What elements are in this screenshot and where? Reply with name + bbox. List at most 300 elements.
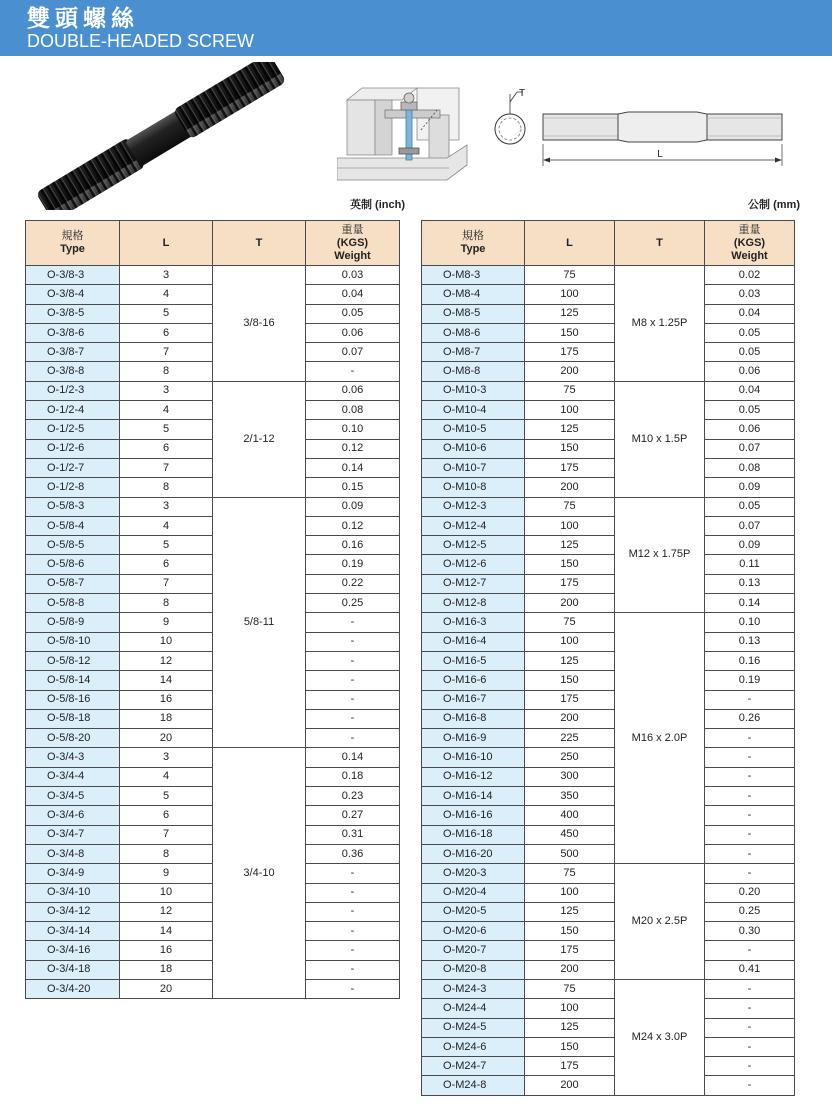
thread-cell: M10 x 1.5P bbox=[615, 381, 705, 497]
type-cell: O-M16-6 bbox=[422, 671, 525, 690]
weight-cell: 0.10 bbox=[705, 613, 795, 632]
length-cell: 125 bbox=[525, 304, 615, 323]
type-cell: O-3/4-4 bbox=[26, 767, 120, 786]
length-cell: 7 bbox=[120, 343, 213, 362]
table-row bbox=[26, 381, 400, 400]
length-cell: 10 bbox=[120, 883, 213, 902]
weight-cell: - bbox=[705, 767, 795, 786]
type-cell: O-M10-7 bbox=[422, 458, 525, 477]
weight-cell: - bbox=[306, 651, 400, 670]
length-cell: 75 bbox=[525, 266, 615, 285]
type-cell: O-5/8-18 bbox=[26, 709, 120, 728]
type-cell: O-3/8-8 bbox=[26, 362, 120, 381]
weight-cell: - bbox=[306, 941, 400, 960]
length-cell: 75 bbox=[525, 497, 615, 516]
length-cell: 100 bbox=[525, 516, 615, 535]
length-cell: 5 bbox=[120, 787, 213, 806]
weight-cell: 0.15 bbox=[306, 478, 400, 497]
length-cell: 225 bbox=[525, 729, 615, 748]
weight-cell: 0.06 bbox=[306, 323, 400, 342]
thread-cell: 5/8-11 bbox=[213, 497, 306, 748]
type-cell: O-M12-8 bbox=[422, 594, 525, 613]
weight-cell: - bbox=[705, 941, 795, 960]
screw-photo bbox=[30, 62, 300, 210]
length-cell: 7 bbox=[120, 825, 213, 844]
length-cell: 3 bbox=[120, 266, 213, 285]
weight-cell: 0.36 bbox=[306, 844, 400, 863]
table-row bbox=[422, 343, 795, 362]
weight-cell: 0.04 bbox=[705, 381, 795, 400]
type-cell: O-M24-7 bbox=[422, 1057, 525, 1076]
type-cell: O-5/8-3 bbox=[26, 497, 120, 516]
header-l: L bbox=[525, 221, 615, 266]
type-cell: O-1/2-5 bbox=[26, 420, 120, 439]
type-cell: O-M24-3 bbox=[422, 979, 525, 998]
weight-cell: 0.08 bbox=[306, 401, 400, 420]
length-cell: 450 bbox=[525, 825, 615, 844]
weight-cell: 0.12 bbox=[306, 439, 400, 458]
weight-cell: - bbox=[306, 709, 400, 728]
type-cell: O-M24-8 bbox=[422, 1076, 525, 1095]
table-row bbox=[422, 671, 795, 690]
type-cell: O-M20-4 bbox=[422, 883, 525, 902]
table-row bbox=[422, 439, 795, 458]
weight-cell: 0.31 bbox=[306, 825, 400, 844]
weight-cell: 0.14 bbox=[306, 748, 400, 767]
dimension-drawing bbox=[485, 84, 790, 174]
t-label: T bbox=[519, 88, 526, 99]
table-row bbox=[422, 594, 795, 613]
weight-cell: 0.18 bbox=[306, 767, 400, 786]
type-cell: O-M20-3 bbox=[422, 864, 525, 883]
inch-unit-label: 英制 (inch) bbox=[350, 199, 405, 211]
length-cell: 18 bbox=[120, 709, 213, 728]
weight-cell: - bbox=[306, 632, 400, 651]
length-cell: 125 bbox=[525, 420, 615, 439]
length-cell: 250 bbox=[525, 748, 615, 767]
table-row bbox=[422, 1037, 795, 1056]
weight-cell: 0.11 bbox=[705, 555, 795, 574]
length-cell: 200 bbox=[525, 960, 615, 979]
length-cell: 125 bbox=[525, 1018, 615, 1037]
table-row bbox=[422, 651, 795, 670]
length-cell: 100 bbox=[525, 285, 615, 304]
type-cell: O-M16-16 bbox=[422, 806, 525, 825]
title-english: DOUBLE-HEADED SCREW bbox=[27, 31, 255, 51]
weight-cell: - bbox=[306, 690, 400, 709]
weight-cell: 0.22 bbox=[306, 574, 400, 593]
type-cell: O-M12-4 bbox=[422, 516, 525, 535]
type-cell: O-M16-20 bbox=[422, 844, 525, 863]
table-row bbox=[422, 748, 795, 767]
type-cell: O-1/2-4 bbox=[26, 401, 120, 420]
length-cell: 150 bbox=[525, 922, 615, 941]
table-row bbox=[422, 516, 795, 535]
weight-cell: 0.20 bbox=[705, 883, 795, 902]
table-row bbox=[422, 420, 795, 439]
length-cell: 4 bbox=[120, 516, 213, 535]
weight-cell: - bbox=[705, 1018, 795, 1037]
type-cell: O-M20-5 bbox=[422, 902, 525, 921]
type-cell: O-M12-6 bbox=[422, 555, 525, 574]
length-cell: 3 bbox=[120, 497, 213, 516]
thread-cell: M20 x 2.5P bbox=[615, 864, 705, 980]
thread-cell: M12 x 1.75P bbox=[615, 497, 705, 613]
type-cell: O-3/4-12 bbox=[26, 902, 120, 921]
type-cell: O-5/8-7 bbox=[26, 574, 120, 593]
length-cell: 18 bbox=[120, 960, 213, 979]
type-cell: O-M24-6 bbox=[422, 1037, 525, 1056]
type-cell: O-3/8-7 bbox=[26, 343, 120, 362]
length-cell: 300 bbox=[525, 767, 615, 786]
type-cell: O-5/8-5 bbox=[26, 536, 120, 555]
table-row bbox=[422, 458, 795, 477]
length-cell: 5 bbox=[120, 536, 213, 555]
header-weight: 重量 (KGS) Weight bbox=[306, 221, 400, 266]
weight-cell: 0.14 bbox=[306, 458, 400, 477]
weight-cell: 0.23 bbox=[306, 787, 400, 806]
length-cell: 6 bbox=[120, 806, 213, 825]
length-cell: 4 bbox=[120, 285, 213, 304]
metric-unit-label: 公制 (mm) bbox=[748, 199, 800, 211]
type-cell: O-M10-8 bbox=[422, 478, 525, 497]
type-cell: O-5/8-14 bbox=[26, 671, 120, 690]
header-t: T bbox=[615, 221, 705, 266]
type-cell: O-M10-4 bbox=[422, 401, 525, 420]
type-cell: O-3/4-8 bbox=[26, 844, 120, 863]
length-cell: 350 bbox=[525, 787, 615, 806]
length-cell: 125 bbox=[525, 651, 615, 670]
thread-cell: M16 x 2.0P bbox=[615, 613, 705, 864]
length-cell: 200 bbox=[525, 709, 615, 728]
weight-cell: - bbox=[705, 729, 795, 748]
length-cell: 75 bbox=[525, 381, 615, 400]
table-row bbox=[422, 401, 795, 420]
weight-cell: 0.19 bbox=[705, 671, 795, 690]
type-cell: O-3/4-7 bbox=[26, 825, 120, 844]
length-cell: 8 bbox=[120, 594, 213, 613]
type-cell: O-1/2-7 bbox=[26, 458, 120, 477]
weight-cell: - bbox=[705, 1057, 795, 1076]
type-cell: O-M16-3 bbox=[422, 613, 525, 632]
type-cell: O-M12-7 bbox=[422, 574, 525, 593]
weight-cell: - bbox=[306, 864, 400, 883]
length-cell: 175 bbox=[525, 941, 615, 960]
type-cell: O-M16-5 bbox=[422, 651, 525, 670]
weight-cell: 0.03 bbox=[705, 285, 795, 304]
length-cell: 150 bbox=[525, 439, 615, 458]
type-cell: O-3/4-16 bbox=[26, 941, 120, 960]
title-chinese: 雙頭螺絲 bbox=[27, 6, 139, 32]
type-cell: O-3/8-5 bbox=[26, 304, 120, 323]
weight-cell: - bbox=[705, 844, 795, 863]
type-cell: O-M12-3 bbox=[422, 497, 525, 516]
type-cell: O-5/8-4 bbox=[26, 516, 120, 535]
weight-cell: 0.26 bbox=[705, 709, 795, 728]
weight-cell: 0.16 bbox=[705, 651, 795, 670]
header-type: 規格 Type bbox=[26, 221, 120, 266]
thread-cell: 2/1-12 bbox=[213, 381, 306, 497]
table-row bbox=[422, 864, 795, 883]
weight-cell: 0.13 bbox=[705, 632, 795, 651]
weight-cell: 0.27 bbox=[306, 806, 400, 825]
length-cell: 150 bbox=[525, 1037, 615, 1056]
weight-cell: 0.06 bbox=[705, 420, 795, 439]
weight-cell: - bbox=[306, 960, 400, 979]
weight-cell: 0.02 bbox=[705, 266, 795, 285]
table-row bbox=[422, 979, 795, 998]
table-row bbox=[422, 960, 795, 979]
length-cell: 3 bbox=[120, 748, 213, 767]
length-cell: 10 bbox=[120, 632, 213, 651]
type-cell: O-M10-6 bbox=[422, 439, 525, 458]
type-cell: O-1/2-8 bbox=[26, 478, 120, 497]
length-cell: 100 bbox=[525, 401, 615, 420]
type-cell: O-5/8-10 bbox=[26, 632, 120, 651]
type-cell: O-M10-3 bbox=[422, 381, 525, 400]
weight-cell: - bbox=[306, 671, 400, 690]
weight-cell: 0.10 bbox=[306, 420, 400, 439]
weight-cell: - bbox=[705, 787, 795, 806]
header-l: L bbox=[120, 221, 213, 266]
length-cell: 20 bbox=[120, 979, 213, 998]
thread-cell: M24 x 3.0P bbox=[615, 979, 705, 1095]
weight-cell: 0.05 bbox=[306, 304, 400, 323]
type-cell: O-M16-9 bbox=[422, 729, 525, 748]
length-cell: 8 bbox=[120, 362, 213, 381]
weight-cell: 0.07 bbox=[705, 516, 795, 535]
type-cell: O-5/8-12 bbox=[26, 651, 120, 670]
type-cell: O-3/8-6 bbox=[26, 323, 120, 342]
table-row bbox=[422, 478, 795, 497]
weight-cell: 0.14 bbox=[705, 594, 795, 613]
type-cell: O-M16-4 bbox=[422, 632, 525, 651]
weight-cell: - bbox=[306, 902, 400, 921]
type-cell: O-M8-5 bbox=[422, 304, 525, 323]
weight-cell: 0.07 bbox=[306, 343, 400, 362]
weight-cell: - bbox=[306, 922, 400, 941]
type-cell: O-M24-5 bbox=[422, 1018, 525, 1037]
header-t: T bbox=[213, 221, 306, 266]
length-cell: 175 bbox=[525, 574, 615, 593]
weight-cell: - bbox=[705, 979, 795, 998]
type-cell: O-M20-7 bbox=[422, 941, 525, 960]
table-row bbox=[422, 902, 795, 921]
length-cell: 175 bbox=[525, 458, 615, 477]
type-cell: O-1/2-3 bbox=[26, 381, 120, 400]
table-row bbox=[422, 729, 795, 748]
usage-illustration bbox=[337, 70, 472, 192]
table-row bbox=[422, 304, 795, 323]
table-row bbox=[422, 1076, 795, 1095]
length-cell: 75 bbox=[525, 979, 615, 998]
length-cell: 175 bbox=[525, 343, 615, 362]
table-row bbox=[422, 844, 795, 863]
length-cell: 150 bbox=[525, 555, 615, 574]
weight-cell: - bbox=[306, 883, 400, 902]
weight-cell: 0.30 bbox=[705, 922, 795, 941]
type-cell: O-M20-8 bbox=[422, 960, 525, 979]
weight-cell: - bbox=[705, 825, 795, 844]
table-row bbox=[422, 574, 795, 593]
type-cell: O-3/4-18 bbox=[26, 960, 120, 979]
length-cell: 8 bbox=[120, 478, 213, 497]
weight-cell: - bbox=[306, 613, 400, 632]
weight-cell: 0.04 bbox=[705, 304, 795, 323]
weight-cell: - bbox=[705, 748, 795, 767]
type-cell: O-5/8-20 bbox=[26, 729, 120, 748]
type-cell: O-3/4-10 bbox=[26, 883, 120, 902]
table-row bbox=[422, 690, 795, 709]
type-cell: O-M8-7 bbox=[422, 343, 525, 362]
length-cell: 7 bbox=[120, 574, 213, 593]
length-cell: 14 bbox=[120, 671, 213, 690]
weight-cell: 0.25 bbox=[306, 594, 400, 613]
table-row bbox=[26, 748, 400, 767]
table-row bbox=[422, 941, 795, 960]
length-cell: 12 bbox=[120, 902, 213, 921]
length-cell: 125 bbox=[525, 536, 615, 555]
type-cell: O-M16-10 bbox=[422, 748, 525, 767]
length-cell: 100 bbox=[525, 999, 615, 1018]
metric-spec-table bbox=[421, 220, 795, 1096]
table-row bbox=[422, 536, 795, 555]
table-row bbox=[422, 1018, 795, 1037]
weight-cell: - bbox=[705, 999, 795, 1018]
length-cell: 7 bbox=[120, 458, 213, 477]
table-row bbox=[422, 285, 795, 304]
weight-cell: - bbox=[705, 690, 795, 709]
table-row bbox=[422, 497, 795, 516]
table-row bbox=[422, 362, 795, 381]
type-cell: O-3/4-9 bbox=[26, 864, 120, 883]
weight-cell: 0.05 bbox=[705, 323, 795, 342]
type-cell: O-3/4-3 bbox=[26, 748, 120, 767]
type-cell: O-3/4-14 bbox=[26, 922, 120, 941]
length-cell: 400 bbox=[525, 806, 615, 825]
weight-cell: 0.12 bbox=[306, 516, 400, 535]
weight-cell: - bbox=[306, 979, 400, 998]
weight-cell: 0.09 bbox=[705, 478, 795, 497]
length-cell: 175 bbox=[525, 690, 615, 709]
weight-cell: 0.25 bbox=[705, 902, 795, 921]
weight-cell: 0.04 bbox=[306, 285, 400, 304]
type-cell: O-M20-6 bbox=[422, 922, 525, 941]
table-row bbox=[422, 999, 795, 1018]
length-cell: 6 bbox=[120, 555, 213, 574]
weight-cell: - bbox=[705, 1076, 795, 1095]
length-cell: 4 bbox=[120, 401, 213, 420]
weight-cell: 0.41 bbox=[705, 960, 795, 979]
weight-cell: - bbox=[306, 362, 400, 381]
length-cell: 6 bbox=[120, 323, 213, 342]
type-cell: O-M10-5 bbox=[422, 420, 525, 439]
weight-cell: - bbox=[705, 806, 795, 825]
length-cell: 5 bbox=[120, 304, 213, 323]
weight-cell: 0.06 bbox=[306, 381, 400, 400]
length-cell: 5 bbox=[120, 420, 213, 439]
length-cell: 200 bbox=[525, 478, 615, 497]
table-row bbox=[422, 883, 795, 902]
length-cell: 200 bbox=[525, 362, 615, 381]
table-row bbox=[422, 806, 795, 825]
length-cell: 75 bbox=[525, 864, 615, 883]
table-row bbox=[422, 709, 795, 728]
table-row bbox=[422, 825, 795, 844]
type-cell: O-M24-4 bbox=[422, 999, 525, 1018]
length-cell: 100 bbox=[525, 883, 615, 902]
length-cell: 200 bbox=[525, 594, 615, 613]
length-cell: 125 bbox=[525, 902, 615, 921]
length-cell: 150 bbox=[525, 671, 615, 690]
weight-cell: 0.13 bbox=[705, 574, 795, 593]
weight-cell: 0.05 bbox=[705, 401, 795, 420]
weight-cell: 0.07 bbox=[705, 439, 795, 458]
length-cell: 100 bbox=[525, 632, 615, 651]
table-row bbox=[422, 787, 795, 806]
length-cell: 12 bbox=[120, 651, 213, 670]
length-cell: 6 bbox=[120, 439, 213, 458]
table-row bbox=[26, 497, 400, 516]
table-row bbox=[422, 555, 795, 574]
table-row bbox=[422, 922, 795, 941]
table-row bbox=[422, 613, 795, 632]
inch-spec-table bbox=[25, 220, 400, 999]
weight-cell: 0.05 bbox=[705, 343, 795, 362]
weight-cell: 0.03 bbox=[306, 266, 400, 285]
type-cell: O-M16-8 bbox=[422, 709, 525, 728]
type-cell: O-5/8-6 bbox=[26, 555, 120, 574]
type-cell: O-3/4-20 bbox=[26, 979, 120, 998]
weight-cell: 0.16 bbox=[306, 536, 400, 555]
table-row bbox=[422, 323, 795, 342]
weight-cell: 0.19 bbox=[306, 555, 400, 574]
length-cell: 14 bbox=[120, 922, 213, 941]
weight-cell: - bbox=[306, 729, 400, 748]
length-cell: 16 bbox=[120, 690, 213, 709]
table-row bbox=[422, 767, 795, 786]
length-cell: 16 bbox=[120, 941, 213, 960]
thread-cell: 3/4-10 bbox=[213, 748, 306, 999]
table-row bbox=[422, 1057, 795, 1076]
weight-cell: - bbox=[705, 864, 795, 883]
type-cell: O-1/2-6 bbox=[26, 439, 120, 458]
type-cell: O-5/8-8 bbox=[26, 594, 120, 613]
length-cell: 175 bbox=[525, 1057, 615, 1076]
weight-cell: 0.09 bbox=[306, 497, 400, 516]
weight-cell: - bbox=[705, 1037, 795, 1056]
type-cell: O-M8-3 bbox=[422, 266, 525, 285]
type-cell: O-3/8-4 bbox=[26, 285, 120, 304]
type-cell: O-M12-5 bbox=[422, 536, 525, 555]
type-cell: O-3/8-3 bbox=[26, 266, 120, 285]
length-cell: 8 bbox=[120, 844, 213, 863]
length-cell: 75 bbox=[525, 613, 615, 632]
length-cell: 4 bbox=[120, 767, 213, 786]
header-weight: 重量 (KGS) Weight bbox=[705, 221, 795, 266]
type-cell: O-M16-18 bbox=[422, 825, 525, 844]
length-cell: 3 bbox=[120, 381, 213, 400]
type-cell: O-3/4-5 bbox=[26, 787, 120, 806]
length-cell: 150 bbox=[525, 323, 615, 342]
type-cell: O-M16-7 bbox=[422, 690, 525, 709]
weight-cell: 0.08 bbox=[705, 458, 795, 477]
page-header bbox=[0, 0, 832, 56]
length-cell: 9 bbox=[120, 613, 213, 632]
type-cell: O-M8-6 bbox=[422, 323, 525, 342]
type-cell: O-M16-14 bbox=[422, 787, 525, 806]
weight-cell: 0.09 bbox=[705, 536, 795, 555]
